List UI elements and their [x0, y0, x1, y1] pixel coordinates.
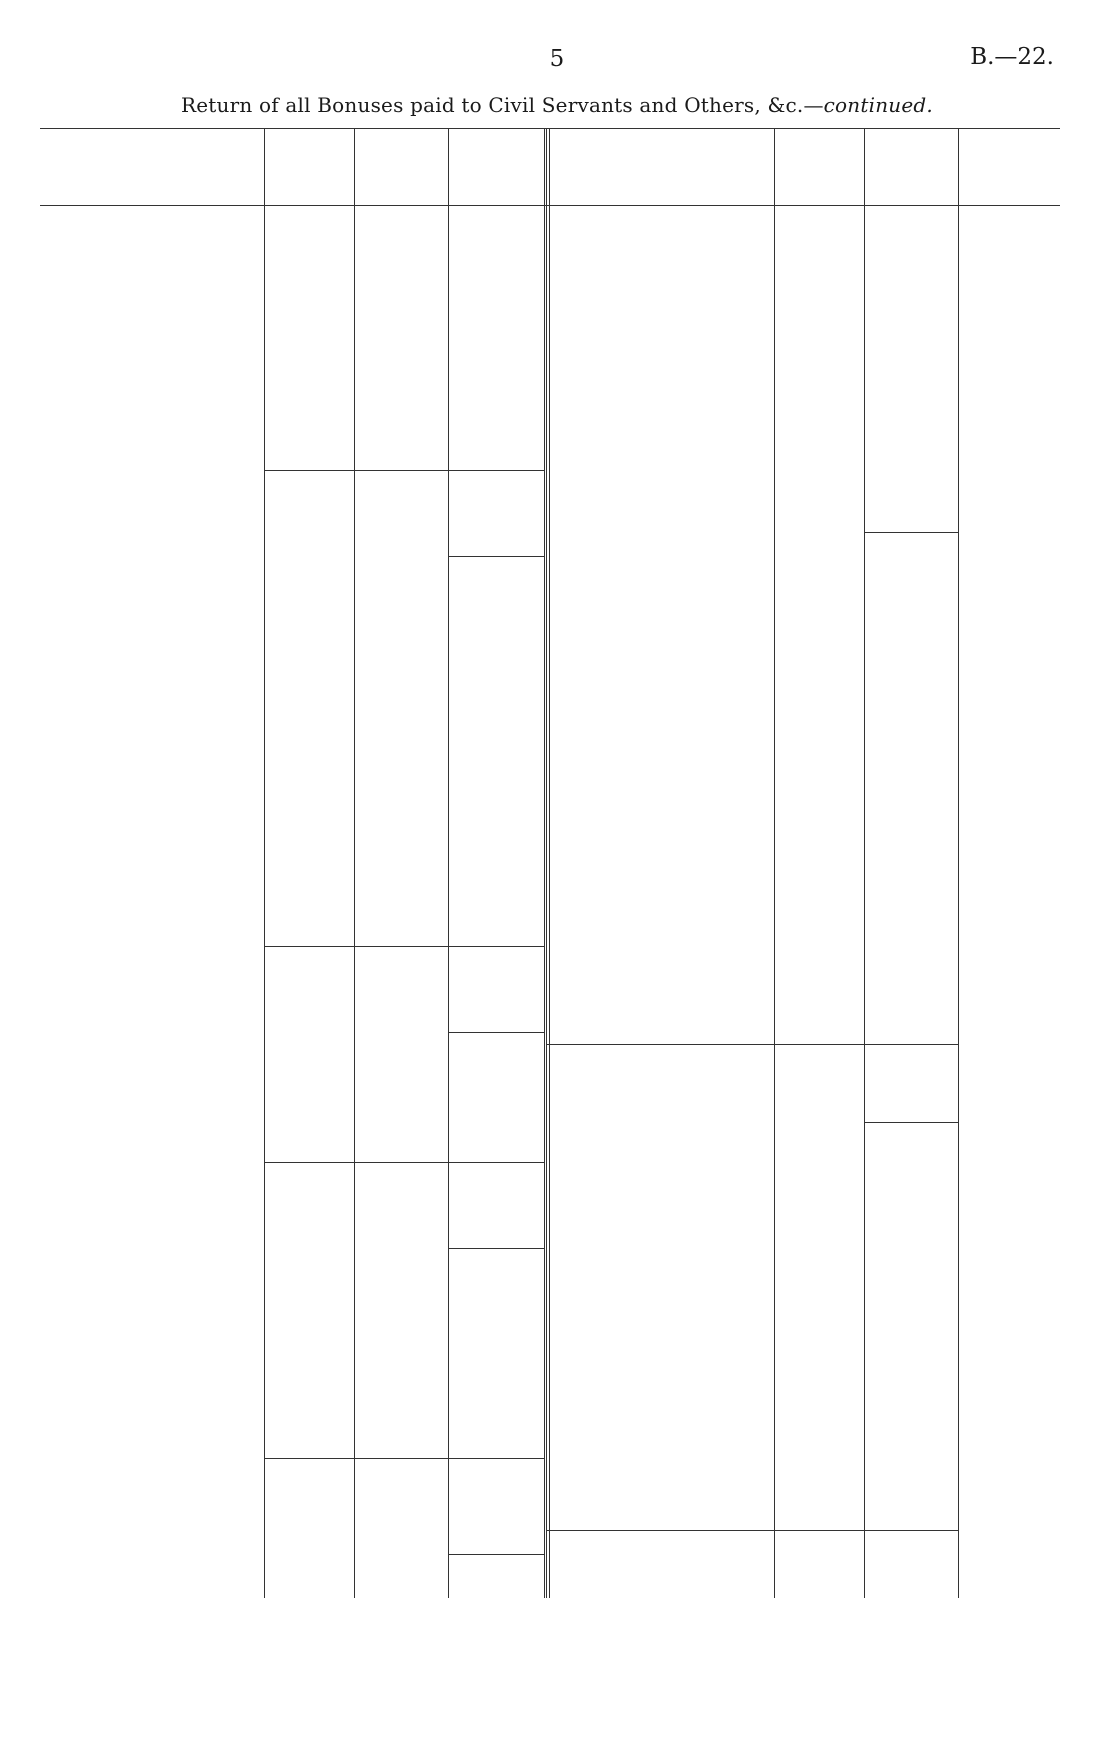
total-rule [448, 556, 544, 557]
column-rule [354, 128, 355, 1598]
column-rule [264, 128, 265, 1598]
column-rule [448, 128, 449, 1598]
total-rule [864, 532, 958, 533]
document-reference: B.—22. [970, 44, 1054, 70]
total-rule [864, 1122, 958, 1123]
column-rule [864, 128, 865, 1598]
subtotal-rule [264, 1162, 544, 1163]
center-double-rule [549, 128, 550, 1598]
header-bottom-rule [40, 205, 1060, 206]
carried-forward-rule [546, 1530, 958, 1531]
column-rule [546, 128, 547, 1598]
column-rule [958, 128, 959, 1598]
column-rule [544, 128, 545, 1598]
title-main: Return of all Bonuses paid to Civil Servants and Others, &c.— [181, 93, 824, 117]
page-title [0, 93, 1114, 117]
subtotal-rule [264, 946, 544, 947]
total-rule [448, 1248, 544, 1249]
column-rule [774, 128, 775, 1598]
subtotal-rule [264, 470, 544, 471]
subtotal-rule [546, 1044, 958, 1045]
subtotal-rule [264, 1458, 544, 1459]
header-top-rule [40, 128, 1060, 129]
total-rule [448, 1554, 544, 1555]
page-number: 5 [549, 46, 565, 72]
title-continued: continued. [823, 93, 933, 117]
total-rule [448, 1032, 544, 1033]
